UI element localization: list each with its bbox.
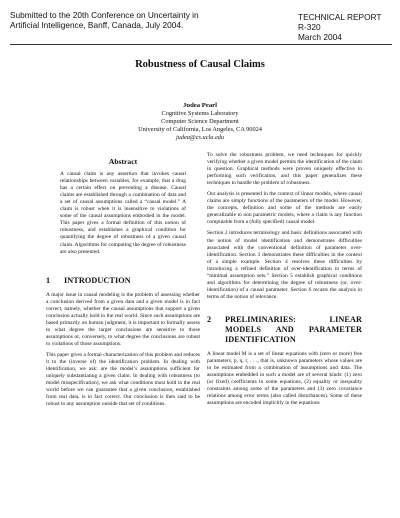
submission-note: Submitted to the 20th Conference on Uncertainty in Artificial Intelligence, Banff, Canada, July 2004. <box>10 10 199 30</box>
paper-title: Robustness of Causal Claims <box>135 59 265 70</box>
intro-paragraph-3: To solve the robustness problem, we need techniques for quickly verifying whether a given model permits the identification of the claim in question. Graphical methods were proven uniquely effective in performing such verification, and this paper generalizes these techniques to handle the problem of robustness. <box>207 152 362 187</box>
section-1-paragraph-2: This paper gives a formal characterization of this problem and reduces it to the (inverse of) the identification problem. In dealing with identification, we ask: are the model’s assumptions sufficient for uniquely substantiating a given claim. In dealing with robustness (to model misspecification), we ask what conditions must hold in the real world before we can guarantee that a given conclusion, established from real data, is in fact correct. Our conclusion is then said to be robust to any assumption outside that set of conditions. <box>46 351 200 408</box>
intro-paragraph-4: Our analysis is presented in the context of linear models, where causal claims are simply functions of the parameters of the model. However, the concepts, definition and some of the methods are easily generalizable to non parametric models, where a claim is any function computable from a (fully specified) causal model. <box>207 191 362 226</box>
report-info <box>298 12 393 42</box>
section-2-number: 2 <box>207 314 212 324</box>
section-1-heading <box>46 276 200 286</box>
author-email: judea@cs.ucla.edu <box>175 133 225 141</box>
section-2-paragraph-1: A linear model M is a set of linear equations with (zero or more) free parameters, p, q, r, . . ., that is, unknown parameters whose values are to be estimated from a combination of assumptions and data. The assumptions embedded in such a model are of several kinds: (1) zero (or fixed) coefficients in some equations, (2) equality or inequality constraints among some of the parameters and (3) zero covariance relations among error terms (also called disturbances). Some of these assumptions are encoded implicitly in the equations <box>207 350 362 407</box>
left-column <box>46 152 200 412</box>
abstract-text: A causal claim is any assertion that invokes causal relationships between variables, for example, that a drug has a certain effect on preventing a disease. Causal claims are established through a combination of data and a set of causal assumptions called a “causal model.” A claim is robust when it is insensitive to violations of some of the causal assumptions embodied in the model. This paper gives a formal definition of this notion of robustness, and establishes a graphical condition for quantifying the degree of robustness of a given causal claim. Algorithms for computing the degree of robustness are also presented. <box>60 171 186 255</box>
author-affiliation-dept: Computer Science Department <box>161 117 239 125</box>
report-date: March 2004 <box>298 32 342 42</box>
author-affiliation-university: University of California, Los Angeles, CA 90024 <box>138 125 262 133</box>
abstract-heading: Abstract <box>108 157 138 166</box>
section-1-number: 1 <box>46 275 51 285</box>
intro-paragraph-5: Section 2 introduces terminology and basic definitions associated with the notion of model identification and demonstrates difficulties associated with the conventional definition of parameter over-identification. Section 3 demonstrates these difficulties in the context of a simple example. Section 4 resolves these difficulties by introducing a refined definition of over-identification in terms of “minimal assumption sets.” Section 5 establish graphical conditions and algorithms for determining the degree of robustness (or, over-identification) of a causal parameter. Section 6 recasts the analysis in terms of the notion of relevance. <box>207 230 362 300</box>
header-rule <box>10 44 392 45</box>
author-name: Judea Pearl <box>183 102 217 109</box>
report-type: TECHNICAL REPORT <box>298 12 382 22</box>
author-affiliation-lab: Cognitive Systems Laboratory <box>161 109 239 117</box>
report-number: R-320 <box>298 22 321 32</box>
section-2-heading <box>207 315 362 345</box>
right-column <box>207 152 362 411</box>
section-1-paragraph-1: A major issue in causal modeling is the problem of assessing whether a conclusion derived from a given data and a given model is in fact correct, namely, whether the causal assumptions that support a given conclusion actually hold in the real world. Since such assumptions are based primarily on human judgment, it is important to formally assess to what degree the target conclusions are sensitive to those assumptions or, conversely, to what degree the conclusions are robust to violations of those assumptions. <box>46 291 200 347</box>
section-2-title: PRELIMINARIES: LINEAR MODELS AND PARAMETER IDENTIFICATION <box>225 314 362 344</box>
author-block <box>0 102 400 142</box>
section-1-title: INTRODUCTION <box>64 275 131 285</box>
